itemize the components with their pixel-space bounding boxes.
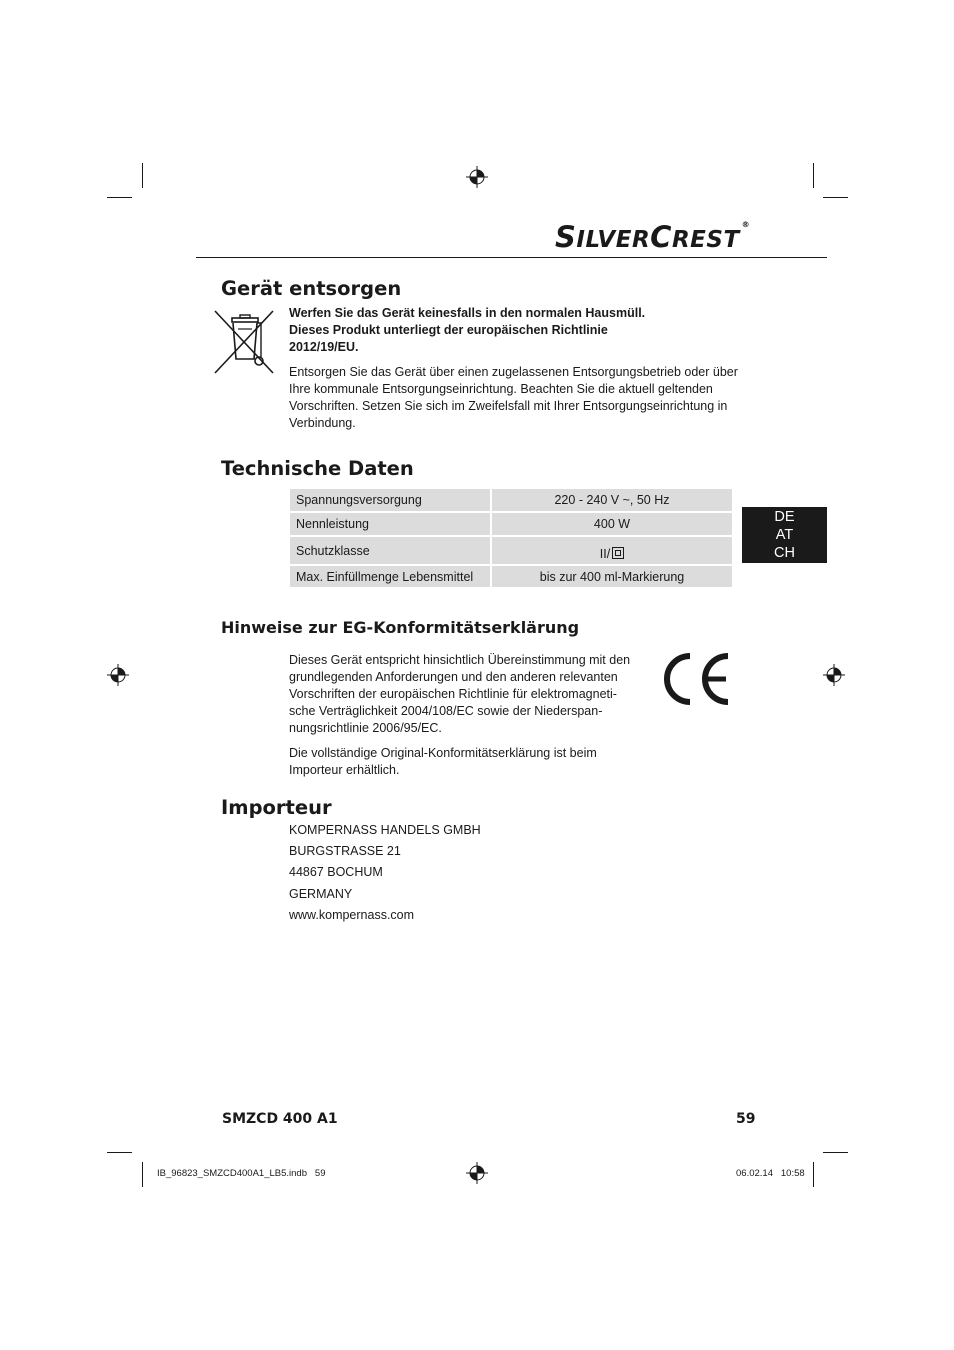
registration-mark-icon [466,1162,488,1184]
country-tab: DE AT CH [742,507,827,563]
page-number: 59 [736,1111,756,1127]
header-rule [196,257,827,258]
print-slug-date: 06.02.14 10:58 [736,1168,805,1179]
model-number: SMZCD 400 A1 [222,1111,338,1127]
tech-title: Technische Daten [221,457,414,480]
importer-website: www.kompernass.com [289,908,415,922]
conformity-title: Hinweise zur EG-Konformitätserklärung [221,618,580,637]
registration-mark-icon [466,166,488,188]
spec-label: Nennleistung [290,513,492,537]
disposal-title: Gerät entsorgen [221,277,402,300]
print-slug-file: IB_96823_SMZCD400A1_LB5.indb 59 [157,1168,326,1179]
spec-value: 400 W [492,513,732,537]
importer-title: Importeur [221,796,332,819]
table-row [290,537,732,566]
importer-line: BURGSTRASSE 21 [289,844,401,858]
crop-mark [823,1152,848,1153]
tech-data-table [290,489,732,589]
crop-mark [823,197,848,198]
crop-mark [813,1162,814,1187]
silvercrest-logo: SILVERCREST® [555,220,751,254]
spec-label: Spannungsversorgung [290,489,492,513]
double-insulation-icon [612,547,624,559]
spec-value: bis zur 400 ml-Markierung [492,566,732,589]
ce-mark-icon [656,653,732,705]
conformity-paragraph-1: Dieses Gerät entspricht hinsichtlich Übereinstimmung mit den grundlegenden Anforderungen und den anderen relevanten Vorschriften der europäischen Richtlinie für elektromagneti- sche Verträglichkeit 2004/108/EC sowie der Niederspan- nungsrichtlinie 2006/95/EC. [289,653,631,735]
crop-mark [142,1162,143,1187]
crossed-out-wheelie-bin-icon [213,309,277,377]
importer-line: KOMPERNASS HANDELS GMBH [289,823,481,837]
spec-label: Max. Einfüllmenge Lebensmittel [290,566,492,589]
registration-mark-icon [107,664,129,686]
spec-label: Schutzklasse [290,537,492,566]
table-row [290,489,732,513]
table-row [290,566,732,589]
protection-class-value: II/ [599,546,611,561]
registration-mark-icon [823,664,845,686]
disposal-body: Entsorgen Sie das Gerät über einen zugelassenen Entsorgungsbetrieb oder über Ihre kommunale Entsorgungseinrichtung. Beachten Sie die aktuell geltenden Vorschriften. Setzen Sie sich im Zweifelsfall mit Ihrer Entsorgungseinrichtung in Verbindung. [289,365,738,430]
crop-mark [142,163,143,188]
spec-value [492,537,732,566]
crop-mark [813,163,814,188]
importer-line: GERMANY [289,887,353,901]
disposal-warning: Werfen Sie das Gerät keinesfalls in den normalen Hausmüll. Dieses Produkt unterliegt der europäischen Richtlinie 2012/19/EU. [289,306,646,354]
table-row [290,513,732,537]
importer-line: 44867 BOCHUM [289,865,383,879]
conformity-paragraph-2: Die vollständige Original-Konformitätserklärung ist beim Importeur erhältlich. [289,746,597,777]
spec-value: 220 - 240 V ~, 50 Hz [492,489,732,513]
crop-mark [107,197,132,198]
crop-mark [107,1152,132,1153]
